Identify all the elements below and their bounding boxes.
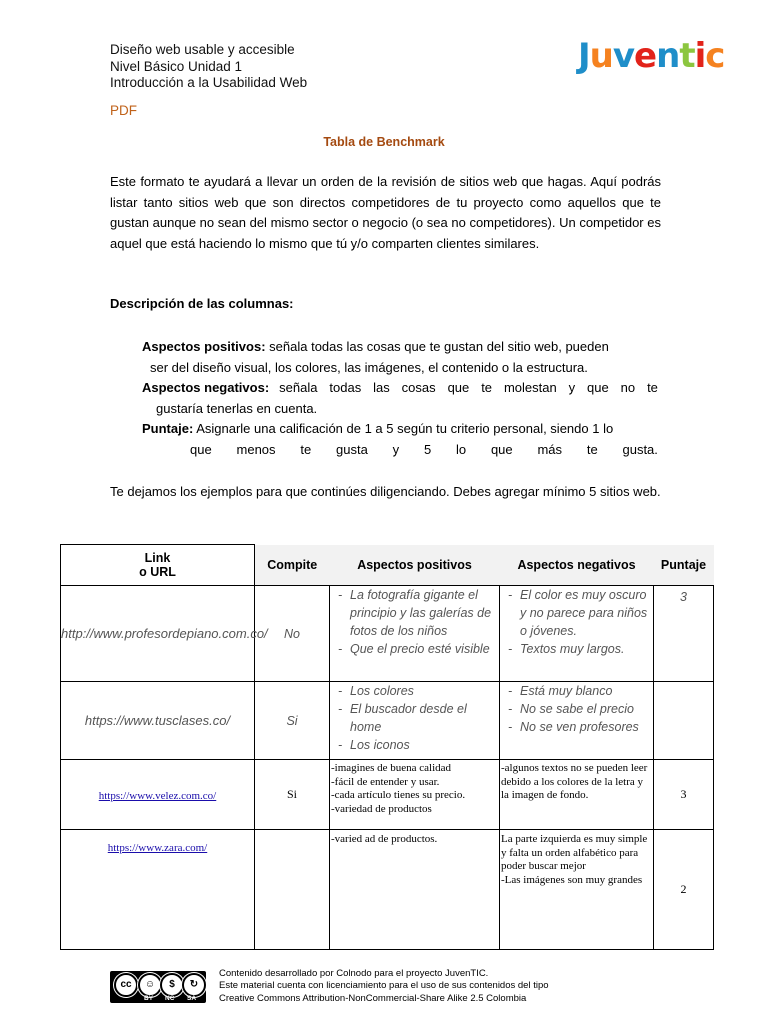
logo-letter: i [694, 36, 706, 76]
puntaje-continuation [142, 440, 658, 461]
document-header [110, 42, 307, 92]
word: más [537, 441, 563, 457]
header-link: Link o URL [61, 545, 255, 586]
word: lo [456, 441, 467, 457]
table-row [61, 682, 714, 760]
header-negativos: Aspectos negativos [500, 545, 654, 586]
term-puntaje: Puntaje: [142, 421, 194, 436]
pdf-label: PDF [110, 103, 137, 118]
cell-line: -variedad de productos [331, 802, 432, 815]
cell-line: La parte izquierda es muy simple y falta un orden alfabético para poder buscar mejor [501, 833, 648, 872]
row-url[interactable]: https://www.tusclases.co/ [61, 682, 255, 760]
logo-letter: n [656, 36, 680, 76]
cell-line: -algunos textos no se pueden leer debido a los colores de la letra y la imagen de fondo. [501, 762, 648, 801]
cell-line: -cada artículo tienes su precio. [331, 789, 466, 801]
word: gusta. [622, 441, 658, 457]
course-title: Diseño web usable y accesible [110, 42, 295, 57]
logo-letter: J [578, 36, 590, 76]
closing-paragraph: Te dejamos los ejemplos para que continúes diligenciando. Debes agregar mínimo 5 sitios web. [110, 484, 661, 499]
word: te [300, 441, 312, 457]
word: te [586, 441, 598, 457]
footer-text: Contenido desarrollado por Colnodo para el proyecto JuvenTIC. Este material cuenta con licenciamiento para el uso de sus contenidos del tipo Creative Commons Attribution-NonCommercial-Share Alike 2.5 Colombia [219, 968, 549, 1004]
word: y [392, 441, 400, 457]
logo-letter: e [634, 36, 657, 76]
creative-commons-badge[interactable]: cc ☺ $ ↻ BY NC SA [110, 971, 206, 1003]
sharealike-icon: ↻ [182, 973, 206, 997]
row-puntaje: 2 [654, 830, 714, 950]
course-level: Nivel Básico Unidad 1 [110, 58, 243, 74]
word: que [190, 441, 212, 457]
description-puntaje: Puntaje: Asignarle una calificación de 1 a 5 según tu criterio personal, siendo 1 lo que menos te gusta y 5 lo que más te gusta. [142, 419, 658, 460]
word: 5 [423, 441, 432, 457]
list-item: - Los colores [334, 682, 499, 700]
logo-letter: c [705, 36, 725, 76]
logo-letter: t [679, 36, 695, 76]
list-item: - El buscador desde el home [334, 700, 499, 736]
logo-letter: u [589, 36, 613, 76]
cell-line: -fácil de entender y usar. [331, 775, 440, 788]
description-negativos: Aspectos negativos: señala todas las cosas que te molestan y que no te gustaría tenerlas en cuenta. [142, 380, 658, 416]
header-puntaje: Puntaje [654, 545, 714, 586]
cc-icon: cc [114, 973, 138, 997]
list-item: - El color es muy oscuro y no parece para niños o jóvenes. [504, 586, 653, 640]
list-item: - La fotografía gigante el principio y las galerías de fotos de los niños [334, 586, 499, 640]
list-item: - Textos muy largos. [504, 640, 653, 658]
columns-heading: Descripción de las columnas: [110, 296, 294, 311]
list-item: - Los iconos [334, 736, 499, 754]
word: te [647, 380, 658, 395]
table-row [61, 586, 714, 682]
word: todas [329, 380, 362, 395]
list-item: - Está muy blanco [504, 682, 653, 700]
word: te [481, 380, 493, 395]
word: que [490, 441, 513, 457]
description-positivos: Aspectos positivos: señala todas las cosas que te gustan del sitio web, pueden ser del diseño visual, los colores, las imágenes, el contenido o la estructura. [142, 339, 609, 375]
word: señala [279, 380, 318, 395]
attribution-icon: ☺ [138, 973, 162, 997]
row-url[interactable]: https://www.velez.com.co/ [98, 789, 217, 802]
intro-paragraph: Este formato te ayudará a llevar un orden de la revisión de sitios web que hagas. Aquí podrás listar tanto sitios web que son directos competidores de tu proyecto como aquellos que te gustan aunque no sean del mismo sector o negocio (o sea no competidores). Un competidor es aquel que está haciendo lo mismo que tú y/o comparten clientes similares. [110, 174, 661, 252]
benchmark-table [60, 544, 714, 950]
word: no [620, 380, 636, 395]
row-compite [255, 830, 330, 950]
word: menos [236, 441, 276, 457]
logo-letter: v [612, 36, 635, 76]
term-negativos: Aspectos negativos: [142, 380, 270, 395]
list-item: - Que el precio esté visible [334, 640, 499, 658]
row-url[interactable]: https://www.zara.com/ [107, 842, 208, 854]
table-row [61, 830, 714, 950]
row-puntaje: 3 [654, 760, 714, 830]
row-compite: No [255, 586, 330, 682]
header-positivos: Aspectos positivos [330, 545, 500, 586]
row-url[interactable]: http://www.profesordepiano.com.co/ [61, 586, 255, 682]
cell-line: -Las imágenes son muy grandes [501, 873, 643, 886]
row-puntaje [654, 682, 714, 760]
table-row [61, 760, 714, 830]
word: cosas [401, 380, 436, 395]
list-item: - No se sabe el precio [504, 700, 653, 718]
course-topic: Introducción a la Usabilidad Web [110, 75, 308, 90]
row-puntaje: 3 [654, 586, 714, 682]
list-item: - No se ven profesores [504, 718, 653, 736]
word: las [373, 380, 390, 395]
noncommercial-icon: $ [160, 973, 184, 997]
juventic-logo [578, 36, 724, 76]
word: gusta [336, 441, 368, 457]
page-title: Tabla de Benchmark [323, 135, 445, 149]
cell-line: -imagines de buena calidad [331, 762, 452, 774]
header-compite: Compite [255, 545, 330, 586]
term-positivos: Aspectos positivos: [142, 339, 266, 354]
word: que [447, 380, 470, 395]
word: y [568, 380, 576, 395]
word: que [587, 380, 609, 395]
cell-line: -varied ad de productos. [331, 833, 438, 845]
word: molestan [503, 380, 557, 395]
row-compite: Si [255, 682, 330, 760]
row-compite: Si [255, 760, 330, 830]
